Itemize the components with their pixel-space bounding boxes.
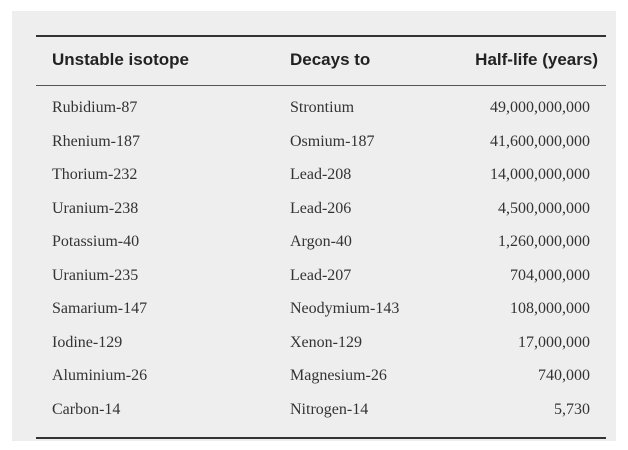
table-row	[12, 91, 616, 125]
cell-decays-to: Lead-207	[290, 266, 352, 284]
cell-isotope: Iodine-129	[52, 333, 123, 351]
cell-isotope: Potassium-40	[52, 233, 140, 250]
cell-isotope: Aluminium-26	[52, 367, 148, 384]
cell-half-life: 49,000,000,000	[490, 99, 590, 116]
table-bottom-rule	[36, 437, 606, 439]
table-row	[12, 259, 616, 293]
cell-isotope: Rubidium-87	[52, 99, 138, 116]
table-row	[12, 158, 616, 192]
cell-decays-to: Osmium-187	[290, 132, 375, 150]
cell-half-life: 17,000,000	[518, 333, 590, 351]
cell-isotope: Samarium-147	[52, 300, 148, 317]
cell-decays-to: Lead-208	[290, 166, 352, 183]
table-row	[12, 326, 616, 360]
cell-decays-to: Neodymium-143	[290, 300, 400, 317]
cell-decays-to: Argon-40	[290, 233, 352, 250]
cell-half-life: 5,730	[554, 400, 590, 418]
cell-half-life: 704,000,000	[510, 266, 590, 284]
header-decays-to: Decays to	[290, 50, 371, 69]
isotope-table	[12, 11, 616, 441]
table-top-rule	[36, 35, 606, 37]
cell-half-life: 4,500,000,000	[498, 199, 590, 217]
table-row	[12, 125, 616, 159]
table-header-rule	[36, 85, 606, 86]
cell-decays-to: Xenon-129	[290, 333, 362, 351]
table-body	[12, 91, 616, 426]
cell-isotope: Uranium-235	[52, 266, 139, 284]
cell-half-life: 14,000,000,000	[490, 166, 590, 183]
table-row	[12, 292, 616, 326]
cell-decays-to: Nitrogen-14	[290, 400, 369, 418]
cell-half-life: 41,600,000,000	[490, 132, 590, 150]
cell-isotope: Rhenium-187	[52, 132, 140, 150]
header-half-life: Half-life (years)	[475, 50, 598, 69]
table-header-row	[12, 45, 616, 75]
table-row	[12, 393, 616, 427]
cell-decays-to: Magnesium-26	[290, 367, 387, 384]
cell-isotope: Carbon-14	[52, 400, 121, 418]
cell-half-life: 740,000	[538, 367, 590, 384]
cell-decays-to: Strontium	[290, 99, 355, 116]
cell-isotope: Thorium-232	[52, 166, 138, 183]
table-row	[12, 359, 616, 393]
table-row	[12, 192, 616, 226]
cell-half-life: 108,000,000	[510, 300, 590, 317]
header-isotope: Unstable isotope	[52, 50, 189, 69]
cell-half-life: 1,260,000,000	[498, 233, 590, 250]
cell-decays-to: Lead-206	[290, 199, 352, 217]
table-row	[12, 225, 616, 259]
cell-isotope: Uranium-238	[52, 199, 139, 217]
